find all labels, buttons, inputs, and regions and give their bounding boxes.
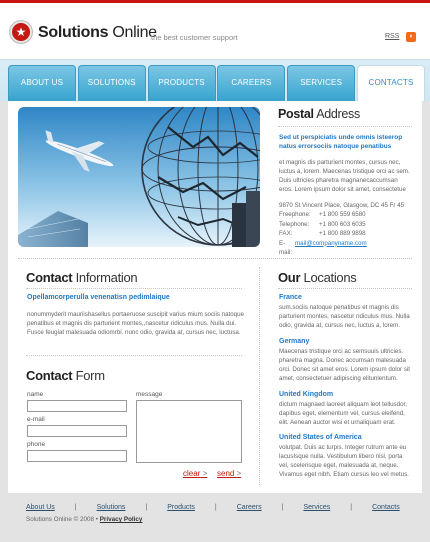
star-logo-icon[interactable]: ★	[10, 21, 32, 43]
location-text-united-states: volutpat. Duis ac turpis. Integer rutrum ante eu lacusIsque nulla. Vestibulum libero nisl, porta vel, scelerisque eget, malesuada at, neque. Vivamus eget nibh. Etiam cursus leo vel metus.	[279, 444, 409, 478]
freephone-label: Freephone:	[279, 211, 311, 219]
main-nav	[8, 65, 427, 101]
footer-separator: |	[74, 504, 77, 511]
nav-tab-contacts[interactable]: CONTACTS	[357, 65, 425, 101]
divider	[278, 288, 412, 289]
name-input[interactable]	[27, 400, 127, 412]
telephone-value: +1 800 603 6035	[319, 220, 366, 228]
email-label: e-mail	[27, 416, 45, 423]
our-locations-title: Our Locations	[278, 270, 357, 285]
contact-form-title: Contact Form	[26, 368, 105, 383]
nav-tab-careers[interactable]: CAREERS	[217, 65, 285, 101]
nav-tab-about-us[interactable]: ABOUT US	[8, 65, 76, 101]
location-title-germany: Germany	[279, 338, 310, 345]
location-text-germany: Maecenas tristique orci ac semsuuis ultricies. pharetra magna. Donec accumsan malesuada orci. Donec sit amet eros. Lorem ipsum dolor sit amet, consectetuer adipiscing elitunlentum.	[279, 348, 411, 382]
phone-input[interactable]	[27, 450, 127, 462]
email-label: E-mail:	[279, 239, 293, 257]
footer-link-services[interactable]: Services	[303, 504, 331, 511]
footer-link-contacts[interactable]: Contacts	[372, 504, 400, 511]
divider	[26, 288, 242, 289]
freephone-value: +1 800 559 6580	[319, 211, 366, 219]
message-textarea[interactable]	[136, 400, 242, 463]
privacy-policy-link[interactable]: Privacy Policy	[99, 516, 143, 523]
footer-separator: |	[281, 504, 284, 511]
nav-tab-services[interactable]: SERVICES	[287, 65, 355, 101]
send-button[interactable]: send >	[217, 469, 242, 478]
footer-separator: |	[145, 504, 148, 511]
postal-address-title: Postal Address	[278, 107, 360, 121]
name-label: name	[27, 391, 44, 398]
footer-separator: |	[214, 504, 217, 511]
email-input[interactable]	[27, 425, 127, 437]
column-divider	[259, 267, 260, 485]
nav-tab-solutions[interactable]: SOLUTIONS	[78, 65, 146, 101]
rss-link[interactable]: RSS	[385, 33, 400, 40]
main-content	[8, 101, 422, 493]
telephone-label: Telephone:	[279, 220, 310, 228]
tagline: the best customer support	[151, 33, 238, 42]
footer-link-about-us[interactable]: About Us	[26, 504, 55, 511]
postal-details	[279, 201, 404, 257]
clear-button[interactable]: clear >	[183, 469, 208, 478]
fax-label: FAX:	[279, 230, 293, 238]
fax-value: +1 800 889 9898	[319, 230, 366, 238]
footer-nav	[26, 504, 400, 511]
location-text-united-kingdom: dictum magnaed laoreet aliquam leot tellusdor, dapibus eget, elementum vel, cursus eleifend, elit. Aenean auctor wisi et urnaliquam erat.	[279, 401, 407, 426]
footer-separator: |	[350, 504, 353, 511]
contact-information-text: nonummyderit mauriishasellus portaeruose suscipit varius mium sociis natoque penatibus et magnis dis parturient montes,,nascetur ridiculus mus. Nulla dui. Fusce feugiat malesuada odiomrbi. nunc odio, gravida at, cursus nec, luctusa.	[27, 311, 245, 336]
footer-link-solutions[interactable]: Solutions	[96, 504, 126, 511]
contact-information-title: Contact Information	[26, 270, 138, 285]
hero-image	[18, 107, 260, 247]
footer-link-products[interactable]: Products	[167, 504, 195, 511]
location-title-united-kingdom: United Kingdom	[279, 391, 334, 398]
postal-text: et magnis dis parturient montes, cursus nec, luctus a, lorem. Maecenas tristique orci ac sem. Duis ultricies pharetra magnanecaccumsan eros. Lorem ipsum dolor sit amet, consectetue	[279, 159, 410, 193]
postal-lead: Sed ut perspiciatis unde omnis isteerop natus errorsociis natoque penatibus	[279, 134, 403, 150]
divider	[278, 126, 412, 127]
copyright: Solutions Online © 2008 • Privacy Policy	[26, 516, 143, 523]
contact-information-lead: Opellamcorperulla venenatisn pedimlaique	[27, 294, 170, 301]
message-label: message	[136, 391, 163, 398]
footer-link-careers[interactable]: Careers	[236, 504, 262, 511]
location-title-united-states: United States of America	[279, 434, 362, 441]
email-link[interactable]: mail@companyname.com	[295, 239, 367, 247]
street-address: 9870 St Vincent Place, Glasgow, DC 45 Fr 45	[279, 202, 405, 209]
section-divider	[18, 258, 412, 259]
nav-tab-products[interactable]: PRODUCTS	[148, 65, 216, 101]
phone-label: phone	[27, 441, 46, 448]
site-logo-text[interactable]: Solutions Online	[38, 24, 157, 41]
section-divider	[26, 355, 242, 356]
rss-icon[interactable]: ◗	[406, 32, 416, 42]
location-title-france: France	[279, 294, 302, 301]
location-text-france: sum.sociis natoque penatibus et magnis dis parturient montes, nascetur ridiculus mus. Nulla odio, gravida at, cursus nec, luctus a, lorem.	[279, 304, 410, 329]
